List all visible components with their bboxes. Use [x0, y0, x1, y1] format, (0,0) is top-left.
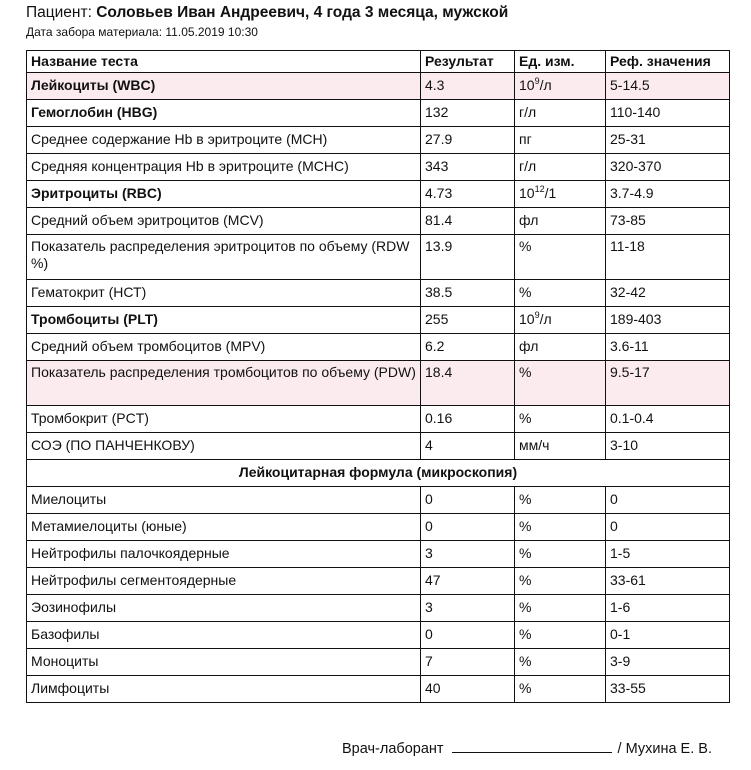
table-row [27, 181, 730, 208]
test-unit: % [515, 676, 606, 703]
test-result: 7 [421, 649, 515, 676]
test-name: Тромбоциты (PLT) [27, 307, 421, 334]
test-result: 255 [421, 307, 515, 334]
table-row [27, 154, 730, 181]
test-reference: 5-14.5 [606, 73, 730, 100]
test-result: 0.16 [421, 406, 515, 433]
test-name: Эозинофилы [27, 595, 421, 622]
test-reference: 110-140 [606, 100, 730, 127]
test-unit: % [515, 406, 606, 433]
patient-value: Соловьев Иван Андреевич, 4 года 3 месяца, мужской [96, 4, 509, 21]
table-row [27, 280, 730, 307]
test-result: 0 [421, 622, 515, 649]
test-unit: пг [515, 127, 606, 154]
test-result: 6.2 [421, 334, 515, 361]
test-result: 27.9 [421, 127, 515, 154]
table-row [27, 595, 730, 622]
table-row [27, 649, 730, 676]
table-row [27, 514, 730, 541]
table-row [27, 622, 730, 649]
test-result: 40 [421, 676, 515, 703]
test-unit: % [515, 649, 606, 676]
test-reference: 33-55 [606, 676, 730, 703]
test-name: Показатель распределения эритроцитов по объему (RDW %) [27, 235, 421, 280]
test-unit: % [515, 541, 606, 568]
table-row [27, 406, 730, 433]
header-test-name: Название теста [27, 51, 421, 73]
test-name: Тромбокрит (PCT) [27, 406, 421, 433]
test-unit [515, 307, 606, 334]
test-name: Нейтрофилы палочкоядерные [27, 541, 421, 568]
table-row [27, 307, 730, 334]
test-name: Средний объем тромбоцитов (MPV) [27, 334, 421, 361]
test-reference: 0-1 [606, 622, 730, 649]
test-reference: 9.5-17 [606, 361, 730, 406]
header-unit: Ед. изм. [515, 51, 606, 73]
unit-exponent: 12 [534, 184, 545, 194]
signature-label: Врач-лаборант [342, 741, 444, 757]
test-result: 18.4 [421, 361, 515, 406]
test-result: 81.4 [421, 208, 515, 235]
test-result: 4.73 [421, 181, 515, 208]
header-reference: Реф. значения [606, 51, 730, 73]
test-reference: 1-5 [606, 541, 730, 568]
test-reference: 320-370 [606, 154, 730, 181]
unit-tail: /л [539, 77, 552, 93]
unit-base: 10 [519, 185, 535, 201]
unit-tail: /л [539, 311, 552, 327]
test-name: Показатель распределения тромбоцитов по объему (PDW) [27, 361, 421, 406]
signature-block [342, 738, 712, 757]
test-unit: мм/ч [515, 433, 606, 460]
test-name: Гемоглобин (HBG) [27, 100, 421, 127]
test-reference: 33-61 [606, 568, 730, 595]
test-unit: % [515, 361, 606, 406]
table-row [27, 676, 730, 703]
test-name: Базофилы [27, 622, 421, 649]
test-unit: г/л [515, 100, 606, 127]
test-reference: 3.6-11 [606, 334, 730, 361]
test-name: Эритроциты (RBC) [27, 181, 421, 208]
table-row [27, 235, 730, 280]
test-unit: фл [515, 334, 606, 361]
table-row [27, 73, 730, 100]
test-reference: 0 [606, 514, 730, 541]
table-row [27, 487, 730, 514]
test-unit: % [515, 595, 606, 622]
test-name: Средний объем эритроцитов (MCV) [27, 208, 421, 235]
test-reference: 1-6 [606, 595, 730, 622]
test-unit: % [515, 568, 606, 595]
header-result: Результат [421, 51, 515, 73]
test-result: 0 [421, 514, 515, 541]
test-unit [515, 73, 606, 100]
unit-exponent: 9 [534, 310, 540, 320]
table-row [27, 568, 730, 595]
test-reference: 25-31 [606, 127, 730, 154]
collection-date: Дата забора материала: 11.05.2019 10:30 [26, 25, 258, 39]
unit-base: 10 [519, 311, 535, 327]
test-name: Моноциты [27, 649, 421, 676]
results-table [26, 50, 730, 703]
unit-base: 10 [519, 77, 535, 93]
patient-label: Пациент: [26, 4, 92, 21]
test-unit: % [515, 514, 606, 541]
test-name: Лимфоциты [27, 676, 421, 703]
signature-line [452, 738, 612, 753]
test-reference: 3.7-4.9 [606, 181, 730, 208]
test-unit [515, 181, 606, 208]
test-reference: 0.1-0.4 [606, 406, 730, 433]
test-result: 3 [421, 595, 515, 622]
test-unit: % [515, 487, 606, 514]
test-name: Среднее содержание Hb в эритроците (MCH) [27, 127, 421, 154]
unit-tail: /1 [544, 185, 557, 201]
test-reference: 0 [606, 487, 730, 514]
table-row [27, 433, 730, 460]
table-row [27, 541, 730, 568]
test-unit: % [515, 280, 606, 307]
test-result: 13.9 [421, 235, 515, 280]
patient-info [26, 4, 508, 22]
test-result: 38.5 [421, 280, 515, 307]
test-reference: 73-85 [606, 208, 730, 235]
test-name: Миелоциты [27, 487, 421, 514]
table-row [27, 361, 730, 406]
test-result: 132 [421, 100, 515, 127]
table-row [27, 127, 730, 154]
table-header-row [27, 51, 730, 73]
test-result: 343 [421, 154, 515, 181]
test-reference: 3-10 [606, 433, 730, 460]
test-name: Лейкоциты (WBC) [27, 73, 421, 100]
test-result: 47 [421, 568, 515, 595]
table-row [27, 334, 730, 361]
test-result: 3 [421, 541, 515, 568]
test-result: 4 [421, 433, 515, 460]
test-name: Средняя концентрация Hb в эритроците (MCHC) [27, 154, 421, 181]
table-row [27, 100, 730, 127]
test-unit: фл [515, 208, 606, 235]
section-row [27, 460, 730, 487]
table-row [27, 208, 730, 235]
test-result: 4.3 [421, 73, 515, 100]
test-name: Гематокрит (НСТ) [27, 280, 421, 307]
test-name: Нейтрофилы сегментоядерные [27, 568, 421, 595]
test-unit: г/л [515, 154, 606, 181]
test-reference: 11-18 [606, 235, 730, 280]
unit-exponent: 9 [534, 76, 540, 86]
test-unit: % [515, 235, 606, 280]
test-result: 0 [421, 487, 515, 514]
test-name: Метамиелоциты (юные) [27, 514, 421, 541]
section-title: Лейкоцитарная формула (микроскопия) [27, 460, 730, 487]
test-reference: 3-9 [606, 649, 730, 676]
signer-name: / Мухина Е. В. [617, 741, 712, 757]
test-reference: 32-42 [606, 280, 730, 307]
test-reference: 189-403 [606, 307, 730, 334]
test-unit: % [515, 622, 606, 649]
test-name: СОЭ (ПО ПАНЧЕНКОВУ) [27, 433, 421, 460]
